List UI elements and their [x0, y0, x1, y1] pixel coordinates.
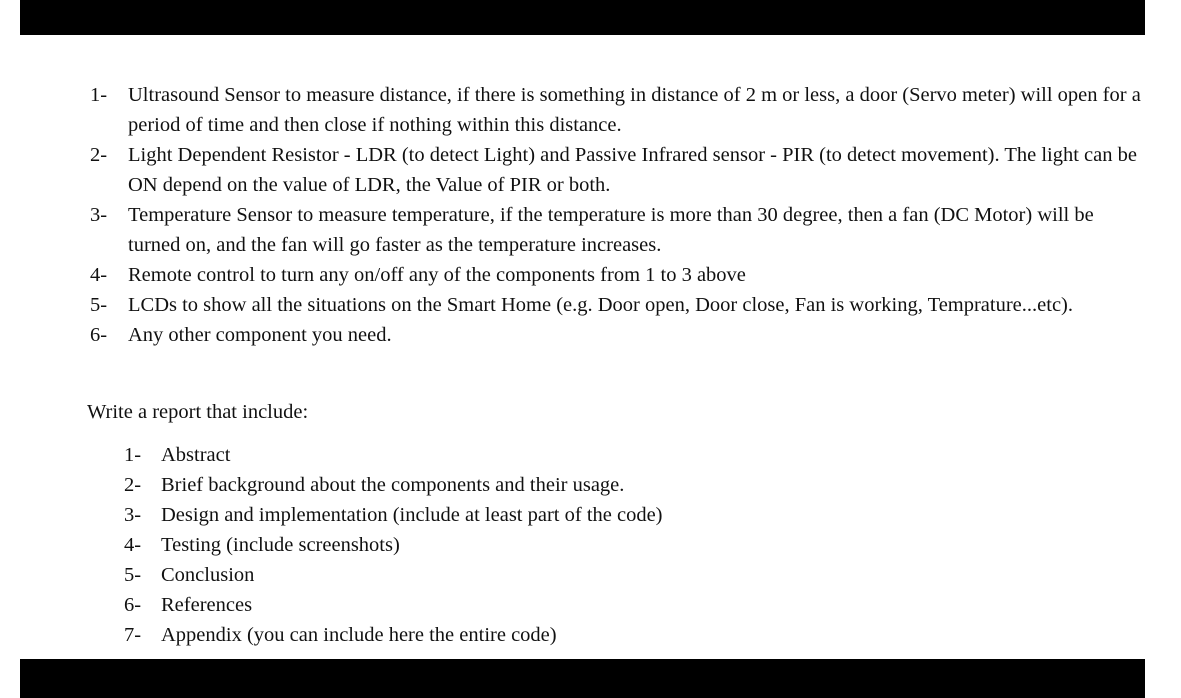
- document-page: [20, 35, 1145, 659]
- report-list-item: [124, 620, 1024, 650]
- report-list-item: [124, 590, 1024, 620]
- item-number: 2-: [90, 144, 108, 166]
- report-items-list: [124, 440, 1024, 650]
- components-list-item: [90, 80, 1150, 140]
- item-number: 6-: [90, 324, 108, 346]
- item-number: 5-: [124, 564, 142, 586]
- item-number: 2-: [124, 474, 142, 496]
- item-number: 4-: [90, 264, 108, 286]
- bottom-black-bar: [20, 659, 1145, 698]
- item-number: 7-: [124, 624, 142, 646]
- components-list-item: [90, 320, 1150, 350]
- item-text: Light Dependent Resistor - LDR (to detect Light) and Passive Infrared sensor - PIR (to detect movement). The light can be ON depend on the value of LDR, the Value of PIR or both.: [128, 144, 1137, 196]
- item-number: 4-: [124, 534, 142, 556]
- report-list-item: [124, 560, 1024, 590]
- item-text: Temperature Sensor to measure temperature, if the temperature is more than 30 degree, then a fan (DC Motor) will be turned on, and the fan will go faster as the temperature increases.: [128, 204, 1094, 256]
- report-intro: Write a report that include:: [87, 401, 309, 423]
- report-list-item: [124, 530, 1024, 560]
- item-text: Conclusion: [161, 564, 255, 586]
- item-text: References: [161, 594, 253, 616]
- report-list-item: [124, 500, 1024, 530]
- item-text: Testing (include screenshots): [161, 534, 400, 556]
- item-number: 3-: [90, 204, 108, 226]
- components-list: [90, 80, 1150, 350]
- item-number: 5-: [90, 294, 108, 316]
- item-number: 3-: [124, 504, 142, 526]
- item-text: LCDs to show all the situations on the Smart Home (e.g. Door open, Door close, Fan is working, Temprature...etc).: [128, 294, 1074, 316]
- top-black-bar: [20, 0, 1145, 35]
- components-list-item: [90, 260, 1150, 290]
- item-text: Abstract: [161, 444, 231, 466]
- item-text: Design and implementation (include at least part of the code): [161, 504, 663, 526]
- item-number: 1-: [124, 444, 142, 466]
- item-text: Brief background about the components and their usage.: [161, 474, 625, 496]
- report-list-item: [124, 470, 1024, 500]
- item-text: Appendix (you can include here the entire code): [161, 624, 557, 646]
- item-number: 6-: [124, 594, 142, 616]
- components-list-item: [90, 140, 1150, 200]
- item-text: Remote control to turn any on/off any of the components from 1 to 3 above: [128, 264, 746, 286]
- item-number: 1-: [90, 84, 108, 106]
- item-text: Any other component you need.: [128, 324, 392, 346]
- components-list-item: [90, 290, 1150, 320]
- item-text: Ultrasound Sensor to measure distance, if there is something in distance of 2 m or less, a door (Servo meter) will open for a period of time and then close if nothing within this distance.: [128, 84, 1141, 136]
- report-list-item: [124, 440, 1024, 470]
- components-list-item: [90, 200, 1150, 260]
